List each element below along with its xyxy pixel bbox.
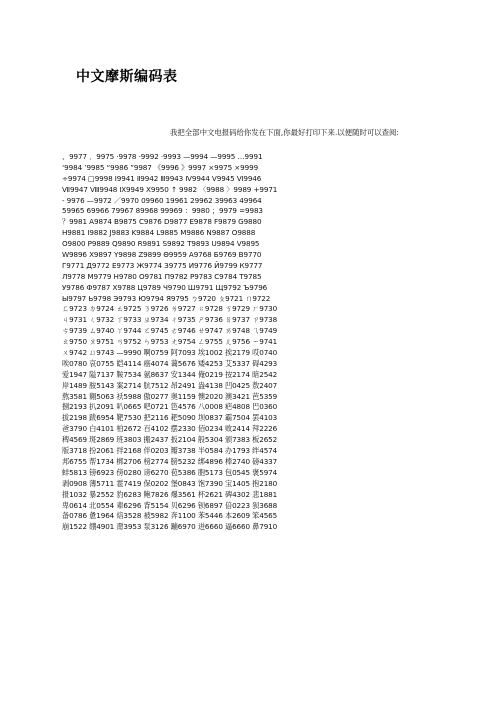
code-line: ㄠ9750 ㄡ9751 ㄢ9752 ㄣ9753 ㄤ9754 ㄥ9755 ㄦ9756 ㄧ9741 (62, 337, 278, 347)
code-line: 唉0780 哀0755 皑4114 癌4074 蔼5676 矮4253 艾5337 碍4293 (62, 358, 278, 368)
code-line: 59965 69966 79967 89968 99969 ：9980 ；9979 =9983 (62, 206, 263, 216)
code-line: ？9981 A9874 B9875 C9876 D9877 E9878 F9879 G9880 (62, 217, 262, 227)
code-line: Ы9797 Ь9798 Э9793 Ю9794 Я9795 ㄅ9720 ㄆ9721 ㄇ9722 (62, 293, 271, 303)
code-line: Ⅶ9947 Ⅷ9948 Ⅸ9949 Ⅹ9950 ↑ 9982 〈9988 〉9989 +9971 (62, 184, 278, 194)
code-line: - 9976 —9972 ／9970 09960 19961 29962 39963 49964 (62, 195, 262, 205)
code-table (62, 152, 462, 533)
code-line: 邦6755 帮1734 梆2706 榜2774 膀5232 绑4896 棒2740 磅4337 (62, 456, 278, 466)
code-line: 版3718 扮2061 拌2168 伴0203 瓣3738 半0584 办1793 绊4574 (62, 446, 278, 456)
code-line: O9800 P9889 Q9890 R9891 S9892 T9893 U9894 V9895 (62, 239, 260, 249)
code-line: 稗4569 斑2869 班3803 搬2437 扳2104 般5304 颁7383 板2652 (62, 435, 278, 445)
page-title: 中文摩斯编码表 (76, 69, 178, 85)
code-line: 卑0614 北0554 辈6296 背5154 贝6296 钡6897 倍0223 狈3688 (62, 500, 278, 510)
code-line: ㄘ9739 ㄙ9740 ㄚ9744 ㄛ9745 ㄜ9746 ㄝ9747 ㄞ9748 ㄟ9749 (62, 326, 278, 336)
code-line: ㄨ9742 ㄩ9743 —9990 啊0759 阿7093 埃1002 挨2179 哎0740 (62, 348, 278, 358)
code-line: 报1032 暴2552 豹6283 鲍7826 爆3561 杯2621 碑4302 悲1881 (62, 489, 278, 499)
code-line: ㄐ9731 ㄑ9732 ㄒ9733 ㄓ9734 ㄔ9735 ㄕ9736 ㄖ9737 ㄗ9738 (62, 315, 278, 325)
code-line: Г9771 Д9772 Е9773 Ж9774 З9775 И9776 Й9799 К9777 (62, 260, 263, 270)
code-line: H9881 I9882 J9883 K9884 L9885 M9886 N9887 O9888 (62, 228, 256, 238)
code-line: ㄈ9723 ㄉ9724 ㄊ9725 ㄋ9726 ㄌ9727 ㄍ9728 ㄎ9729 ㄏ9730 (62, 304, 278, 314)
code-line: 崩1522 绷4901 甭3953 泵3126 蹦6970 迸6660 逼6660 鼻7910 (62, 522, 278, 532)
code-line: 蚌5813 镑6923 傍0280 谤6270 苞5386 胞5173 包0545 褒5974 (62, 467, 278, 477)
code-line: Л9778 М9779 Н9780 О9781 П9782 Р9783 С9784 Т9785 (62, 271, 262, 281)
code-line: ‘9984 ’9985 “9986 ”9987 《9996 》9997 ×9975 ×9999 (62, 162, 259, 172)
code-line: 拔2198 跋6954 靶7530 把2116 耙5090 坝0837 霸7504 罢4103 (62, 413, 278, 423)
code-line: 爱1947 隘7137 鞍7534 氨8637 安1344 俺0219 按2174 暗2542 (62, 369, 278, 379)
code-line: 爸3790 白4101 柏2672 百4102 摆2330 佰0234 败2414 拜2226 (62, 424, 278, 434)
code-line: ÷9974 □9998 Ⅰ9941 Ⅱ9942 Ⅲ9943 Ⅳ9944 Ⅴ9945 Ⅵ9946 (62, 173, 262, 183)
intro-paragraph: 我把全部中文电报码给你发在下面,你最好打印下来.以便随时可以查阅: (170, 128, 399, 137)
code-line: 剥0908 薄5711 雹7419 保0202 堡0843 饱7390 宝1405 抱2180 (62, 478, 278, 488)
code-line: 、9977 ．9975 ·9978 ·9992 ·9993 —9994 —9995 …9991 (62, 152, 263, 161)
code-line: 捌2193 扒2091 叭0665 吧0721 笆4576 八0008 疤4808 巴0360 (62, 402, 278, 412)
code-line: W9896 X9897 Y9898 Z9899 Θ9959 А9768 Б9769 В9770 (62, 250, 262, 260)
code-line: 岸1489 胺5143 案2714 肮7512 昂2491 盎4138 凹0425 敖2407 (62, 380, 278, 390)
code-line: 备0786 惫1964 焙3528 被5982 奔1100 苯5446 本2609 笨4565 (62, 511, 278, 521)
code-line: У9786 Ф9787 Х9788 Ц9789 Ч9790 Ш9791 Щ9792 Ъ9796 (62, 282, 268, 292)
code-line: 熬3581 翱5063 袄5988 傲0277 奥1159 懊2020 澳3421 芭5359 (62, 391, 278, 401)
